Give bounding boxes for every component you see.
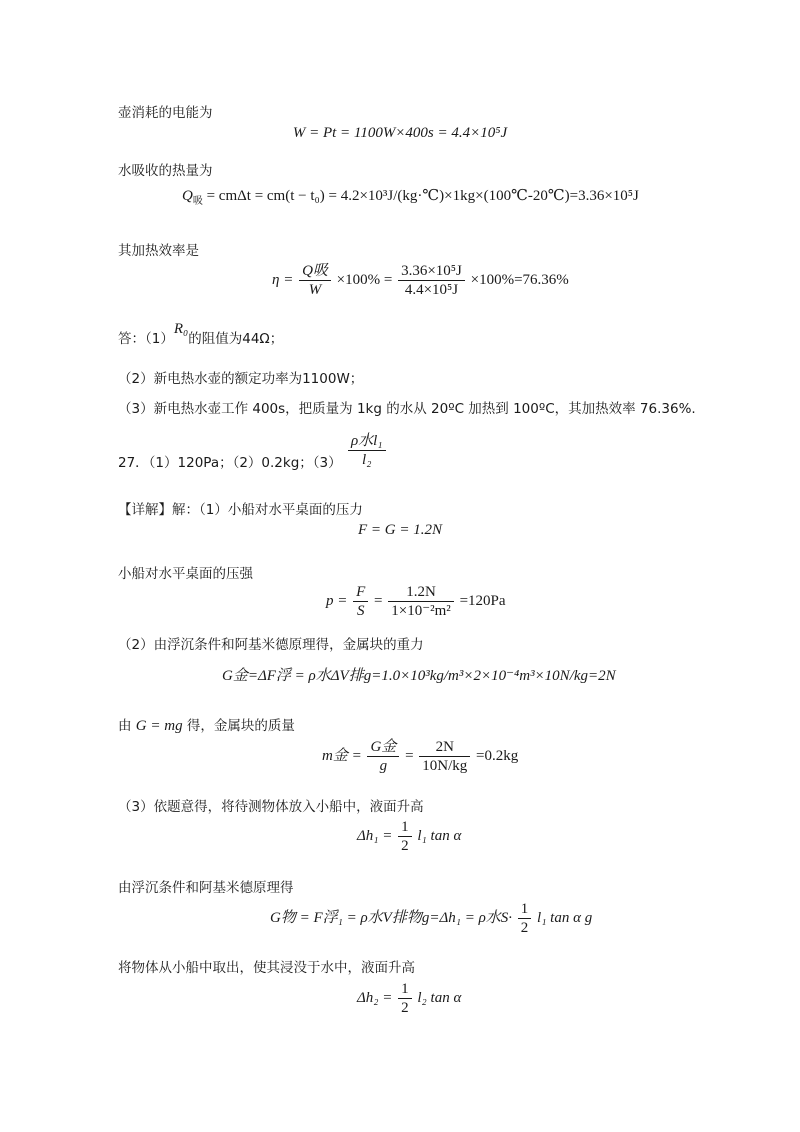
equation-symbol: Δh₂ = (357, 989, 393, 1006)
equation-object-weight (270, 900, 592, 937)
fraction-denominator: S (356, 603, 365, 619)
fraction-numerator: 1 (398, 980, 412, 999)
equation-subscript: 吸 (192, 196, 203, 207)
equation-text: l₂ tan α (417, 989, 462, 1006)
equation-symbol: Q (182, 188, 193, 204)
question-27-answer (118, 432, 388, 469)
equation-text: G金=ΔF浮 = ρ水ΔV排g=1.0×10³kg/m³×2×10⁻⁴m³×10N/kg=2N (222, 668, 616, 684)
equation-electric-energy (0, 125, 800, 142)
text-line: 将物体从小船中取出，使其浸没于水中，液面升高 (118, 960, 415, 976)
text-line (118, 714, 295, 735)
equation-text: W = Pt = 1100W×400s = 4.4×10⁵J (292, 125, 508, 141)
fraction (518, 900, 532, 937)
text-line: 小船对水平桌面的压强 (118, 566, 253, 582)
fraction-denominator: 1×10⁻²m² (391, 603, 451, 619)
inline-equation: G = mg (135, 718, 183, 734)
fraction-denominator: 2 (401, 1000, 409, 1016)
equation-rise-1 (357, 818, 461, 855)
answer-text: 的阻值为44Ω； (188, 331, 284, 347)
fraction (367, 738, 399, 775)
equation-text: F = G = 1.2N (358, 522, 442, 538)
fraction-denominator: l₂ (362, 452, 372, 468)
equation-text: = cmΔt = cm(t − t₀) = 4.2×10³J/(kg·℃)×1kg×(100℃-20℃)=3.36×10⁵J (202, 188, 639, 204)
equation-symbol: η = (272, 271, 294, 288)
fraction-numerator: 1 (518, 900, 532, 919)
text: 得，金属块的质量 (186, 718, 295, 734)
equation-text: l₁ tan α (417, 827, 462, 844)
text-line: 其加热效率是 (118, 243, 199, 259)
fraction-numerator: 1.2N (388, 583, 454, 602)
equation-metal-weight (222, 664, 616, 685)
fraction-denominator: 4.4×10⁵J (404, 282, 459, 298)
equation-text: G物 = F浮₁ = ρ水V排物g=Δh₁ = ρ水S· (270, 909, 513, 926)
resistor-symbol: R₀ (173, 321, 189, 337)
fraction (299, 262, 331, 299)
fraction (398, 818, 412, 855)
fraction-numerator: F (353, 583, 368, 602)
equation-text: ×100%=76.36% (470, 271, 569, 288)
equation-heat-absorbed (182, 186, 639, 207)
text-line: 由浮沉条件和阿基米德原理得 (118, 880, 294, 896)
equation-text: =120Pa (459, 592, 506, 609)
fraction-numerator: G金 (367, 738, 399, 757)
equation-symbol: m金 = (322, 747, 362, 764)
fraction-denominator: 2 (401, 838, 409, 854)
fraction (398, 262, 465, 299)
equation-text: = (374, 592, 383, 609)
fraction-denominator: g (379, 758, 388, 774)
fraction-numerator: ρ水l₁ (348, 432, 386, 451)
equation-rise-2 (357, 980, 461, 1017)
equation-efficiency (272, 262, 569, 299)
text-line: 壶消耗的电能为 (118, 105, 213, 121)
fraction-denominator: 10N/kg (422, 758, 468, 774)
equation-symbol: p = (326, 592, 348, 609)
equation-text: l₁ tan α g (537, 909, 593, 926)
text-line: （2）由浮沉条件和阿基米德原理得，金属块的重力 (118, 637, 424, 653)
fraction-numerator: 3.36×10⁵J (398, 262, 465, 281)
text-line: 水吸收的热量为 (118, 163, 213, 179)
fraction-denominator: W (308, 282, 322, 298)
equation-text: ×100% = (336, 271, 393, 288)
fraction-numerator: 1 (398, 818, 412, 837)
fraction-numerator: 2N (419, 738, 470, 757)
detail-heading: 【详解】解：（1）小船对水平桌面的压力 (118, 502, 363, 518)
equation-mass (322, 738, 518, 775)
fraction (388, 583, 454, 620)
fraction (419, 738, 470, 775)
fraction (348, 432, 386, 469)
equation-pressure (326, 583, 506, 620)
fraction (398, 980, 412, 1017)
text: 由 (118, 718, 132, 734)
fraction-numerator: Q吸 (299, 262, 331, 281)
fraction (353, 583, 368, 620)
equation-text: =0.2kg (476, 747, 519, 764)
answer-text: 27．（1）120Pa；（2）0.2kg；（3） (118, 454, 342, 471)
equation-text: = (405, 747, 414, 764)
answer-prefix: 答：（1） (118, 331, 174, 347)
equation-symbol: Δh₁ = (357, 827, 393, 844)
fraction-denominator: 2 (520, 920, 529, 936)
text-line: （3）依题意得，将待测物体放入小船中，液面升高 (118, 799, 424, 815)
answer-line-1 (118, 321, 284, 348)
answer-line-3: （3）新电热水壶工作 400s，把质量为 1kg 的水从 20ºC 加热到 100ºC，其加热效率 76.36%. (118, 401, 696, 417)
answer-line-2: （2）新电热水壶的额定功率为1100W； (118, 371, 364, 387)
equation-pressure-force (0, 522, 800, 539)
